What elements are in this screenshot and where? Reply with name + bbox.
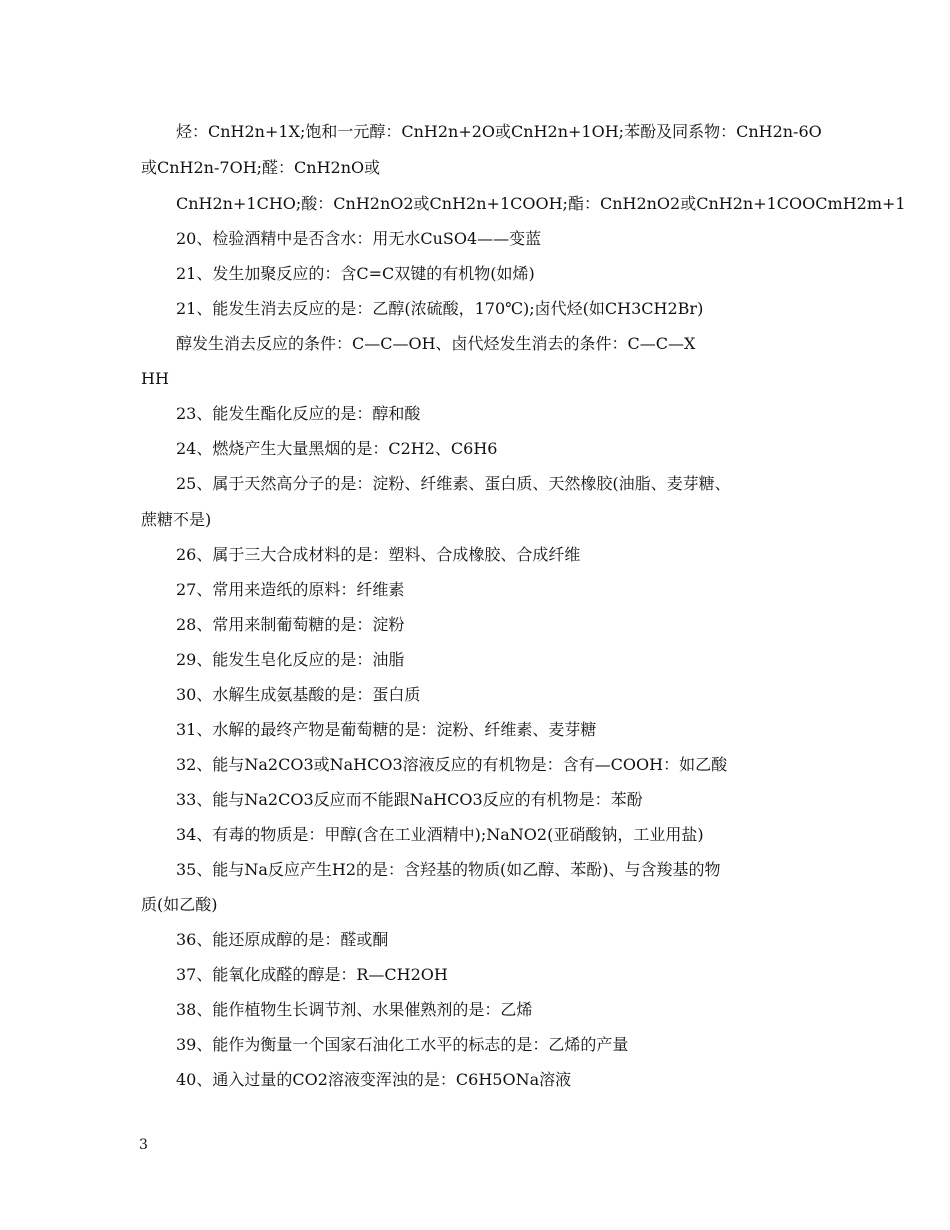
text-line: 24、燃烧产生大量黑烟的是：C2H2、C6H6 bbox=[176, 439, 498, 458]
text-line: 25、属于天然高分子的是：淀粉、纤维素、蛋白质、天然橡胶(油脂、麦芽糖、 bbox=[176, 474, 731, 493]
text-line: 27、常用来造纸的原料：纤维素 bbox=[176, 580, 405, 599]
text-line: 21、发生加聚反应的：含C=C双键的有机物(如烯) bbox=[176, 264, 535, 283]
text-line: 39、能作为衡量一个国家石油化工水平的标志的是：乙烯的产量 bbox=[176, 1035, 629, 1054]
text-line: 23、能发生酯化反应的是：醇和酸 bbox=[176, 404, 421, 423]
text-line: 40、通入过量的CO2溶液变浑浊的是：C6H5ONa溶液 bbox=[176, 1070, 572, 1089]
page-number: 3 bbox=[139, 1137, 148, 1153]
text-line: 20、检验酒精中是否含水：用无水CuSO4——变蓝 bbox=[176, 229, 542, 248]
text-line: 蔗糖不是) bbox=[141, 510, 212, 529]
text-line: 质(如乙酸) bbox=[141, 895, 218, 914]
text-line: 或CnH2n-7OH;醛：CnH2nO或 bbox=[141, 158, 381, 177]
text-line: CnH2n+1CHO;酸：CnH2nO2或CnH2n+1COOH;酯：CnH2nO2或CnH2n+1COOCmH2m+1 bbox=[176, 194, 906, 213]
text-line: 30、水解生成氨基酸的是：蛋白质 bbox=[176, 685, 421, 704]
text-line: 34、有毒的物质是：甲醇(含在工业酒精中);NaNO2(亚硝酸钠，工业用盐) bbox=[176, 825, 704, 844]
text-line: 35、能与Na反应产生H2的是：含羟基的物质(如乙醇、苯酚)、与含羧基的物 bbox=[176, 860, 721, 879]
text-line: 29、能发生皂化反应的是：油脂 bbox=[176, 650, 405, 669]
text-line: 37、能氧化成醛的醇是：R—CH2OH bbox=[176, 965, 448, 984]
text-line: HH bbox=[141, 369, 169, 388]
text-line: 28、常用来制葡萄糖的是：淀粉 bbox=[176, 615, 405, 634]
text-line: 31、水解的最终产物是葡萄糖的是：淀粉、纤维素、麦芽糖 bbox=[176, 720, 597, 739]
text-line: 32、能与Na2CO3或NaHCO3溶液反应的有机物是：含有—COOH：如乙酸 bbox=[176, 755, 728, 774]
text-line: 26、属于三大合成材料的是：塑料、合成橡胶、合成纤维 bbox=[176, 545, 581, 564]
text-line: 醇发生消去反应的条件：C—C—OH、卤代烃发生消去的条件：C—C—X bbox=[176, 334, 696, 353]
text-line: 烃：CnH2n+1X;饱和一元醇：CnH2n+2O或CnH2n+1OH;苯酚及同系物：CnH2n-6O bbox=[176, 122, 822, 141]
text-line: 36、能还原成醇的是：醛或酮 bbox=[176, 930, 389, 949]
text-line: 33、能与Na2CO3反应而不能跟NaHCO3反应的有机物是：苯酚 bbox=[176, 790, 643, 809]
text-line: 38、能作植物生长调节剂、水果催熟剂的是：乙烯 bbox=[176, 1000, 533, 1019]
text-line: 21、能发生消去反应的是：乙醇(浓硫酸，170℃);卤代烃(如CH3CH2Br) bbox=[176, 299, 704, 318]
